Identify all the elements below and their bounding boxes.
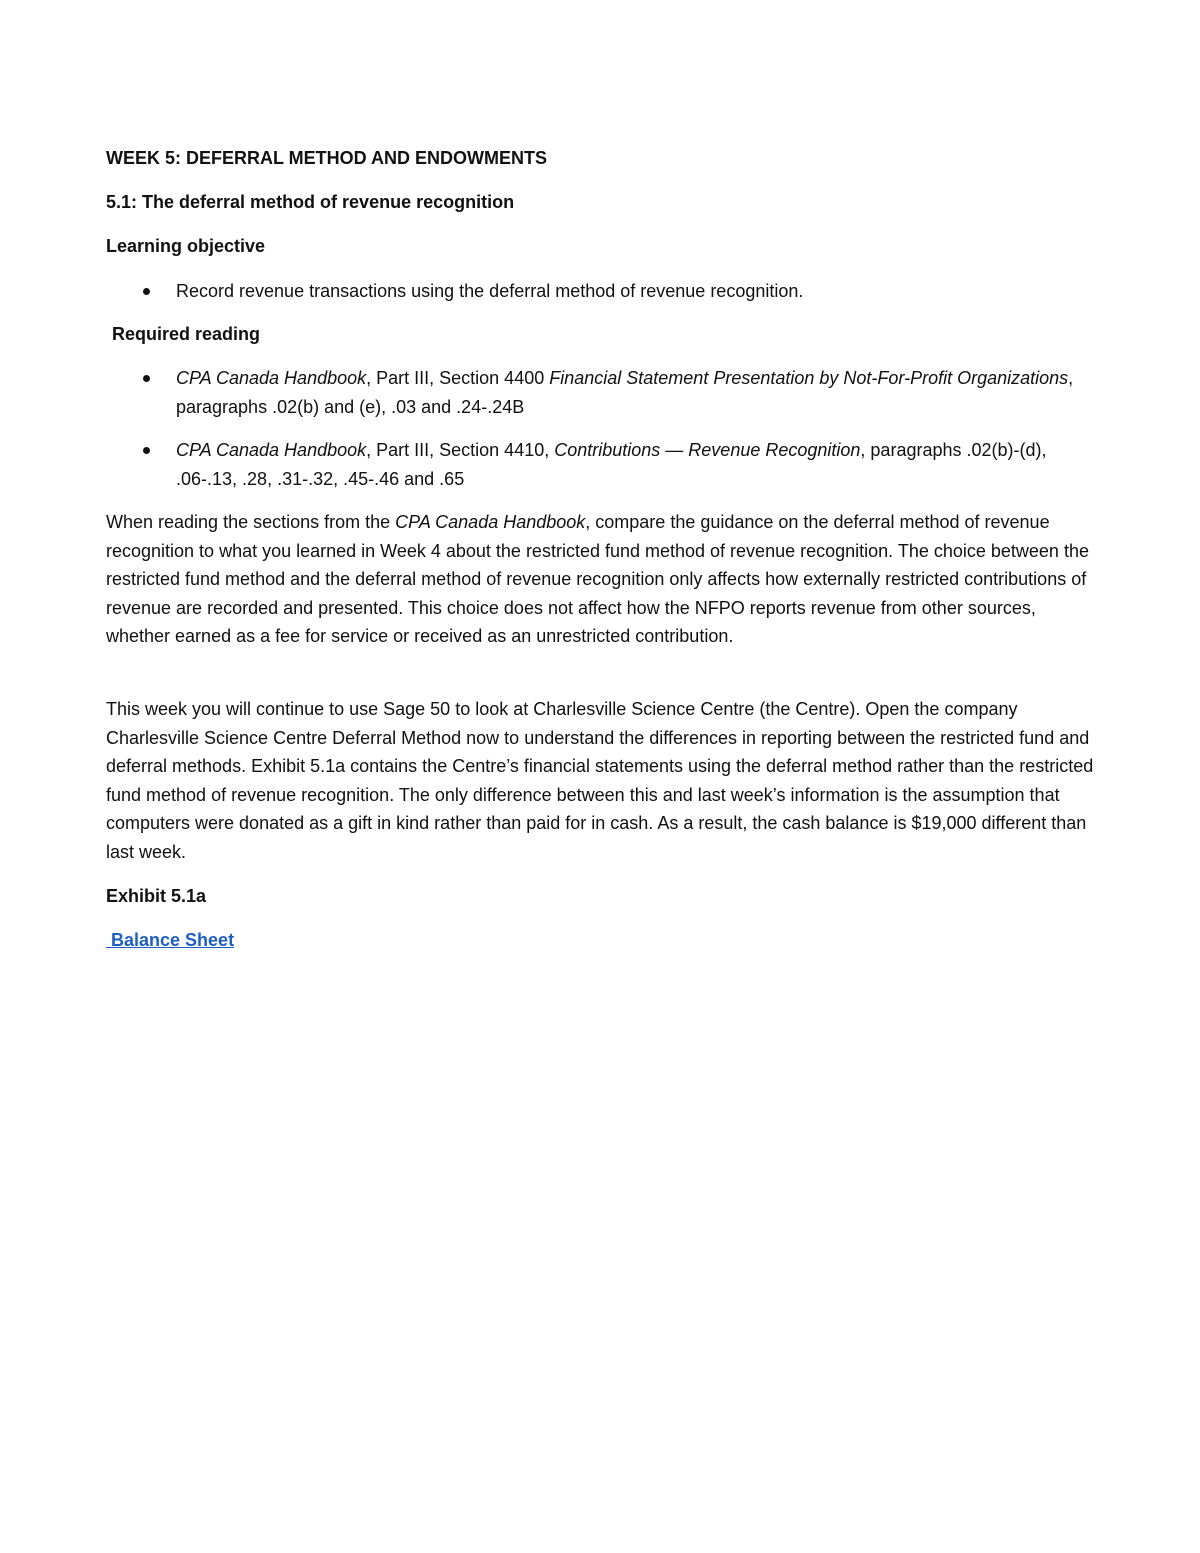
reading-handbook-title: CPA Canada Handbook [176,440,367,460]
exhibit-heading: Exhibit 5.1a [106,886,207,906]
learning-objective-item [106,277,1096,306]
paragraph-text: , compare the guidance on the deferral method of revenue recognition to what you learned in Week 4 about the restricted fund method of revenue recognition. The choice between the restricted fund method and the deferral method of revenue recognition only affects how externally restricted contributions of revenue are recorded and presented. This choice does not affect how the NFPO reports revenue from other sources, whether earned as a fee for service or received as an unrestricted contribution. [106,512,1089,646]
required-reading-heading: Required reading [112,324,261,344]
reading-section-title: Contributions — Revenue Recognition [554,440,861,460]
learning-objective-heading: Learning objective [106,236,266,256]
reading-handbook-title: CPA Canada Handbook [176,368,367,388]
bullet-icon [143,288,150,295]
reading-part: , Part III, Section 4410, [366,440,555,460]
comparison-paragraph [106,508,1096,651]
bullet-icon [143,447,150,454]
reading-item [106,436,1096,493]
reading-text [176,436,1086,493]
week-heading: WEEK 5: DEFERRAL METHOD AND ENDOWMENTS [106,148,547,168]
reading-text [176,364,1086,421]
reading-part: , Part III, Section 4400 [366,368,550,388]
reading-paragraphs: , paragraphs .02(b) and (e), .03 and .24-.24B [176,368,1074,417]
paragraph-text: When reading the sections from the [106,512,396,532]
reading-item [106,364,1096,421]
handbook-title: CPA Canada Handbook [395,512,586,532]
learning-objective-text: Record revenue transactions using the deferral method of revenue recognition. [176,281,804,301]
bullet-icon [143,375,150,382]
section-heading: 5.1: The deferral method of revenue recognition [106,192,515,212]
balance-sheet-link[interactable]: Balance Sheet [106,930,235,950]
reading-paragraphs: , paragraphs .02(b)-(d), .06-.13, .28, .31-.32, .45-.46 and .65 [176,440,1047,489]
sage-paragraph: This week you will continue to use Sage 50 to look at Charlesville Science Centre (the Centre). Open the company Charlesville Science Centre Deferral Method now to understand the differences in reporting between the restricted fund and deferral methods. Exhibit 5.1a contains the Centre’s financial statements using the deferral method rather than the restricted fund method of revenue recognition. The only difference between this and last week’s information is the assumption that computers were donated as a gift in kind rather than paid for in cash. As a result, the cash balance is $19,000 different than last week. [106,699,1094,862]
reading-section-title: Financial Statement Presentation by Not-For-Profit Organizations [549,368,1069,388]
